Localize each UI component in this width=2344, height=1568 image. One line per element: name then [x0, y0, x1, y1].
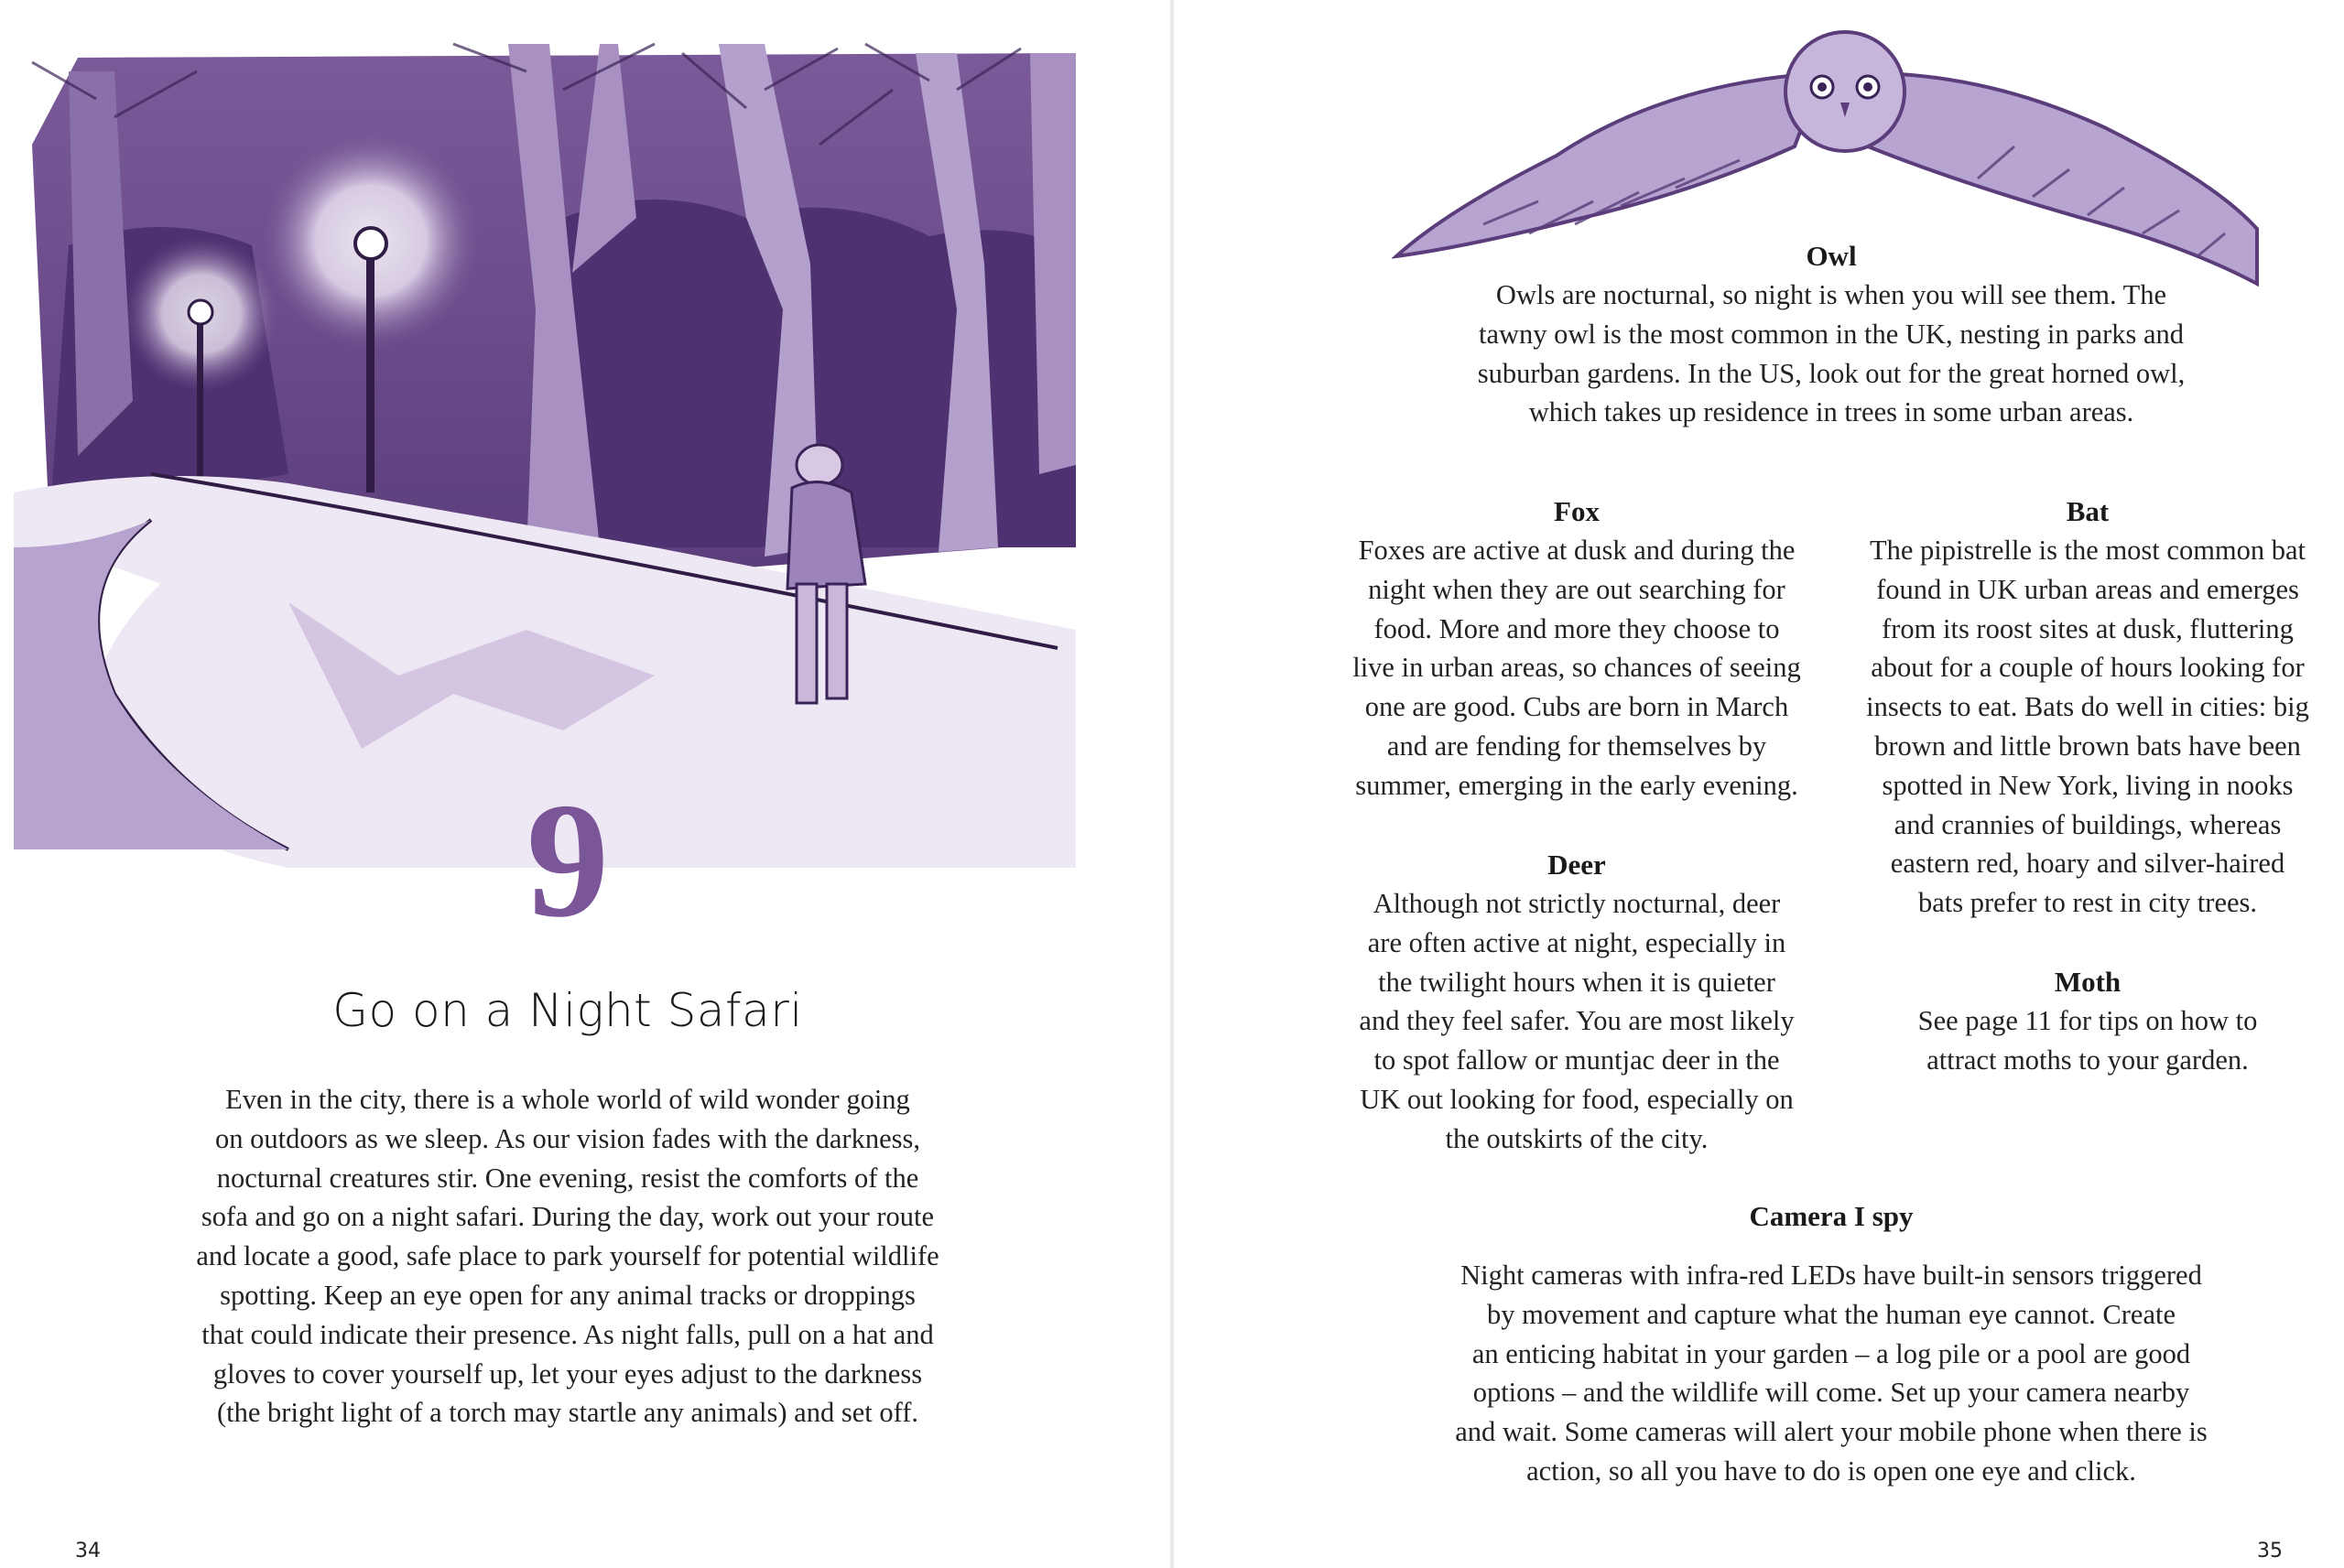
- moth-text: [1845, 1001, 2330, 1080]
- text-line: and wait. Some cameras will alert your mobile phone when there is: [1455, 1416, 2208, 1448]
- text-line: the outskirts of the city.: [1445, 1122, 1709, 1154]
- text-line: suburban gardens. In the US, look out for the great horned owl,: [1477, 357, 2186, 389]
- section-heading-deer: Deer: [1547, 849, 1606, 881]
- bat-text: [1845, 531, 2330, 923]
- intro-line: Even in the city, there is a whole world of wild wonder going: [225, 1084, 910, 1115]
- text-line: insects to eat. Bats do well in cities: big: [1866, 691, 2309, 723]
- text-line: are often active at night, especially in: [1367, 926, 1786, 958]
- text-line: live in urban areas, so chances of seeing: [1352, 652, 1801, 684]
- night-park-illustration: [14, 35, 1085, 868]
- book-gutter: [1170, 0, 1174, 1568]
- camera-text: [1405, 1256, 2257, 1491]
- text-line: found in UK urban areas and emerges: [1876, 573, 2299, 605]
- fox-section: [1339, 492, 1815, 806]
- text-line: UK out looking for food, especially on: [1360, 1083, 1794, 1115]
- intro-line: nocturnal creatures stir. One evening, resist the comforts of the: [216, 1162, 919, 1194]
- text-line: Foxes are active at dusk and during the: [1358, 535, 1796, 566]
- deer-text: [1339, 884, 1815, 1159]
- text-line: and are fending for themselves by: [1386, 730, 1767, 762]
- text-line: and they feel safer. You are most likely: [1359, 1005, 1795, 1037]
- text-line: bats prefer to rest in city trees.: [1917, 887, 2258, 919]
- text-line: Night cameras with infra-red LEDs have built-in sensors triggered: [1460, 1260, 2202, 1291]
- text-line: Owls are nocturnal, so night is when you will see them. The: [1495, 279, 2167, 310]
- owl-section: [1392, 236, 2271, 432]
- section-heading-owl: Owl: [1806, 240, 1857, 272]
- intro-paragraph: [156, 1080, 980, 1433]
- owl-text: [1392, 276, 2271, 432]
- text-line: spotted in New York, living in nooks: [1882, 769, 2294, 801]
- text-line: by movement and capture what the human eye cannot. Create: [1486, 1298, 2176, 1330]
- text-line: brown and little brown bats have been: [1874, 730, 2301, 762]
- text-line: Although not strictly nocturnal, deer: [1373, 888, 1781, 919]
- text-line: options – and the wildlife will come. Set up your camera nearby: [1472, 1377, 2190, 1409]
- text-line: to spot fallow or muntjac deer in the: [1373, 1044, 1780, 1076]
- text-line: action, so all you have to do is open one eye and click.: [1526, 1454, 2136, 1487]
- chapter-title: Go on a Night Safari: [332, 984, 803, 1037]
- text-line: attract moths to your garden.: [1926, 1044, 2249, 1076]
- text-line: food. More and more they choose to: [1373, 612, 1780, 644]
- intro-line: and locate a good, safe place to park yourself for potential wildlife: [196, 1240, 939, 1272]
- text-line: See page 11 for tips on how to: [1917, 1005, 2258, 1036]
- page-number-left: 34: [75, 1540, 101, 1563]
- section-heading-fox: Fox: [1554, 495, 1600, 527]
- text-line: eastern red, hoary and silver-haired: [1890, 848, 2285, 880]
- camera-section: [1405, 1196, 2257, 1491]
- text-line: about for a couple of hours looking for: [1871, 652, 2305, 684]
- chapter-number: 9: [526, 769, 609, 951]
- page-number-right: 35: [2257, 1540, 2283, 1563]
- moth-section: [1845, 962, 2330, 1080]
- text-line: which takes up residence in trees in some urban areas.: [1528, 396, 2134, 428]
- intro-line: sofa and go on a night safari. During the day, work out your route: [201, 1201, 935, 1233]
- intro-line: that could indicate their presence. As night falls, pull on a hat and: [201, 1318, 934, 1350]
- text-line: The pipistrelle is the most common bat: [1869, 535, 2306, 566]
- text-line: summer, emerging in the early evening.: [1355, 769, 1798, 801]
- deer-section: [1339, 845, 1815, 1159]
- intro-line: gloves to cover yourself up, let your eyes adjust to the darkness: [212, 1357, 923, 1390]
- text-line: the twilight hours when it is quieter: [1378, 966, 1775, 998]
- text-line: one are good. Cubs are born in March: [1364, 691, 1789, 723]
- text-line: night when they are out searching for: [1368, 573, 1785, 605]
- intro-line: (the bright light of a torch may startle any animals) and set off.: [217, 1397, 918, 1429]
- section-heading-camera: Camera I spy: [1749, 1200, 1914, 1232]
- section-heading-bat: Bat: [2066, 495, 2110, 527]
- text-line: from its roost sites at dusk, fluttering: [1882, 612, 2294, 644]
- section-heading-moth: Moth: [2054, 966, 2122, 998]
- text-line: and crannies of buildings, whereas: [1894, 808, 2282, 840]
- intro-line: spotting. Keep an eye open for any animal tracks or droppings: [220, 1279, 916, 1311]
- fox-text: [1339, 531, 1815, 806]
- text-line: an enticing habitat in your garden – a log pile or a pool are good: [1471, 1337, 2191, 1369]
- text-line: tawny owl is the most common in the UK, nesting in parks and: [1478, 318, 2185, 350]
- bat-section: [1845, 492, 2330, 923]
- intro-line: on outdoors as we sleep. As our vision fades with the darkness,: [214, 1122, 920, 1154]
